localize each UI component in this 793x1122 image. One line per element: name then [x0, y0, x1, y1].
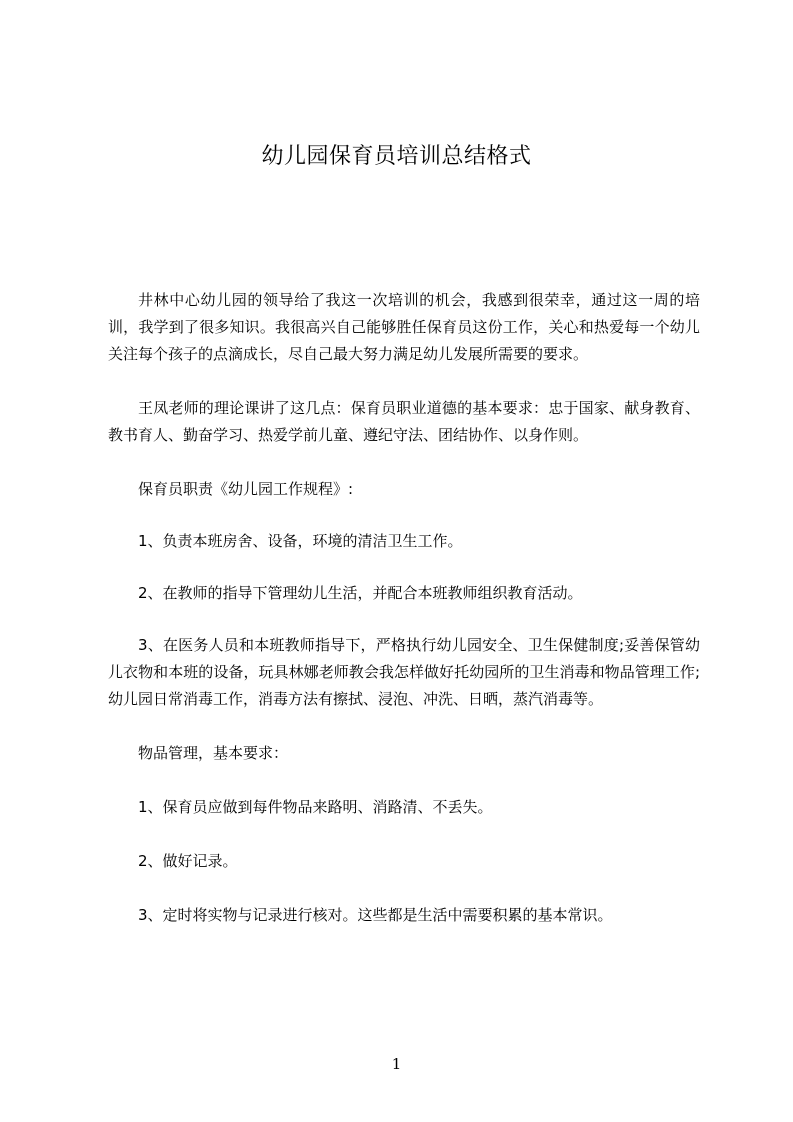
document-title: 幼儿园保育员培训总结格式 — [261, 144, 532, 169]
paragraph-item-2: 2、做好记录。 — [138, 852, 238, 870]
paragraph-duties-heading: 保育员职责《幼儿园工作规程》: — [138, 480, 354, 498]
paragraph-duty-3: 3、在医务人员和本班教师指导下，严格执行幼儿园安全、卫生保健制度;妥善保管幼儿衣物和本班的设备，玩具林娜老师教会我怎样做好托幼园所的卫生消毒和物品管理工作;幼儿园日常消毒工作，消毒方法有擦拭、浸泡、冲洗、日晒，蒸汽消毒等。 — [108, 636, 700, 708]
paragraph-intro: 井林中心幼儿园的领导给了我这一次培训的机会，我感到很荣幸，通过这一周的培训，我学到了很多知识。我很高兴自己能够胜任保育员这份工作，关心和热爱每一个幼儿关注每个孩子的点滴成长，尽自己最大努力满足幼儿发展所需要的要求。 — [108, 291, 700, 363]
paragraph-theory: 王凤老师的理论课讲了这几点：保育员职业道德的基本要求：忠于国家、献身教育、教书育人、勤奋学习、热爱学前儿童、遵纪守法、团结协作、以身作则。 — [108, 399, 700, 444]
paragraph-duty-2: 2、在教师的指导下管理幼儿生活，并配合本班教师组织教育活动。 — [138, 584, 583, 602]
paragraph-items-heading: 物品管理，基本要求： — [138, 744, 289, 762]
paragraph-duty-1: 1、负责本班房舍、设备，环境的清洁卫生工作。 — [138, 532, 463, 550]
page-number: 1 — [391, 1055, 402, 1073]
paragraph-item-1: 1、保育员应做到每件物品来路明、消路清、不丢失。 — [138, 798, 493, 816]
paragraph-item-3: 3、定时将实物与记录进行核对。这些都是生活中需要积累的基本常识。 — [138, 906, 613, 924]
